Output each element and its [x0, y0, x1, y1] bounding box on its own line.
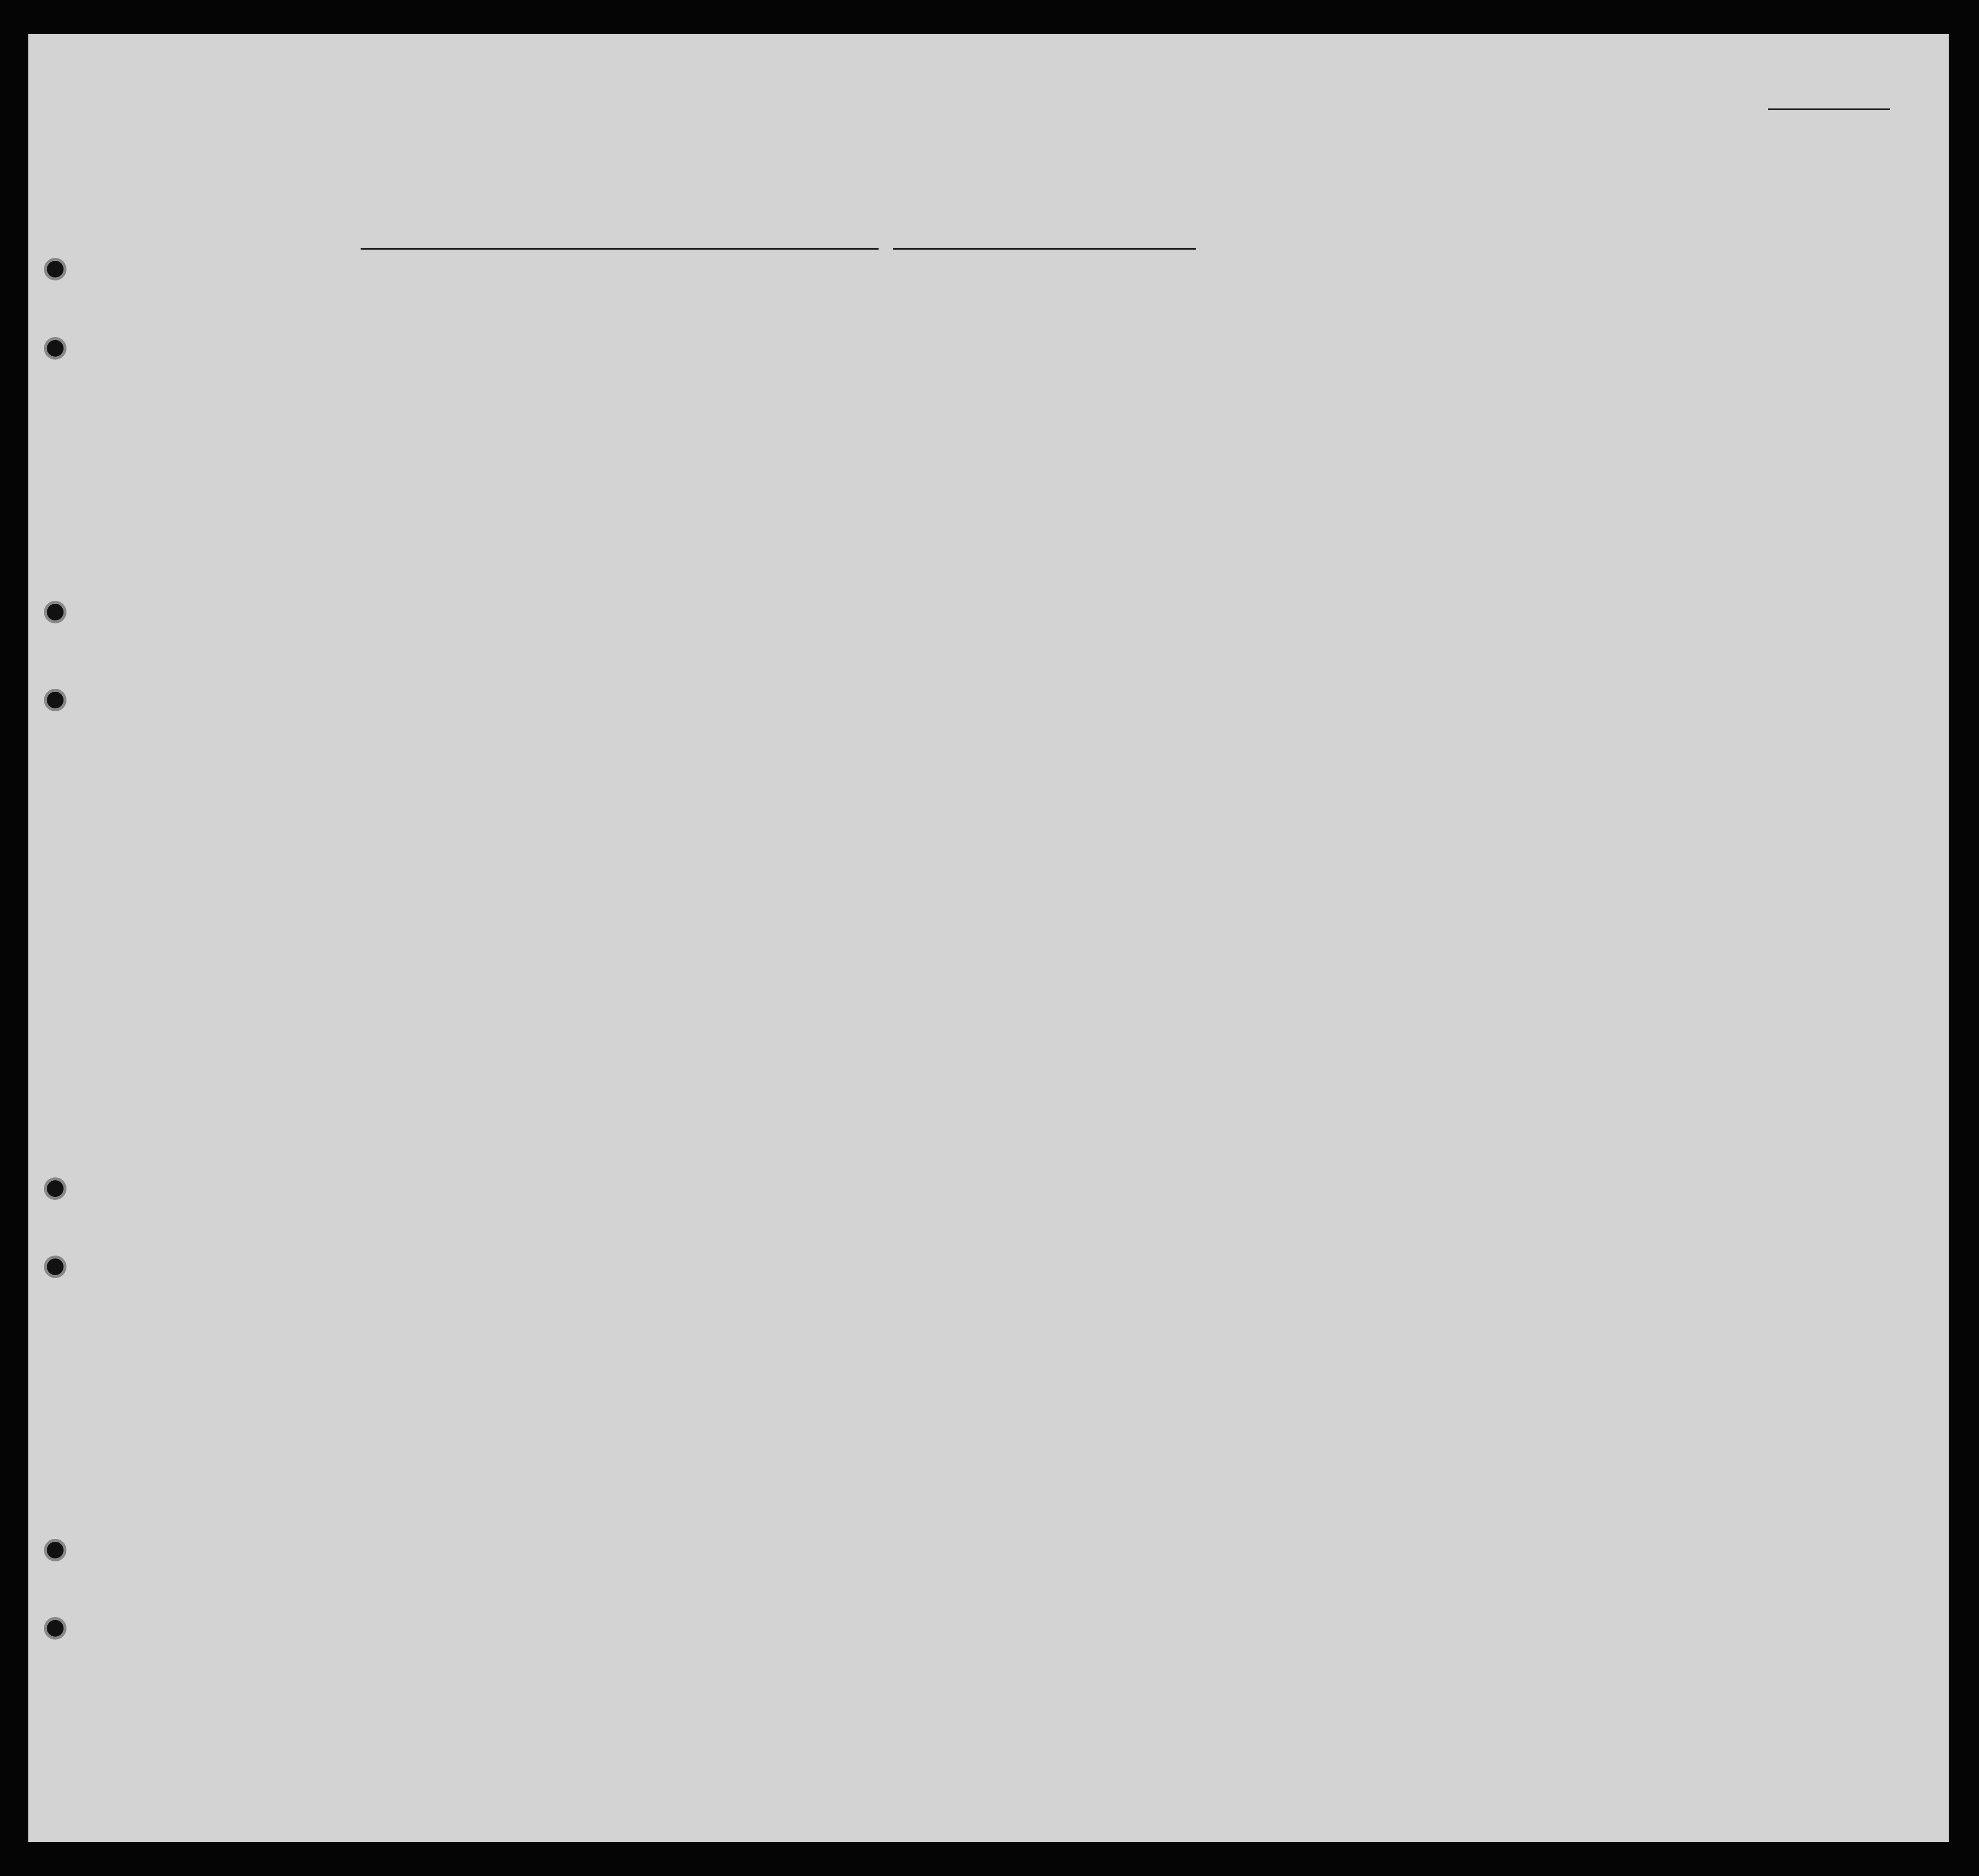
header-purpose-c — [1284, 354, 1304, 452]
binder-hole — [44, 1177, 66, 1200]
header-deported — [1492, 327, 1514, 454]
header-feet — [1650, 425, 1664, 454]
binder-hole — [44, 1617, 66, 1640]
binder-hole — [44, 1539, 66, 1561]
binder-hole — [44, 1256, 66, 1278]
binder-hole — [44, 337, 66, 360]
header-prison — [1313, 327, 1338, 454]
header-purpose-b — [1228, 354, 1248, 452]
header-overthrow — [1397, 327, 1431, 454]
header-possession-50 — [704, 320, 733, 454]
header-polygamist — [1343, 327, 1362, 454]
manifest-sheet — [28, 34, 1949, 1842]
table-grid — [28, 34, 1949, 1842]
header-inches — [1674, 420, 1689, 454]
binder-hole — [44, 601, 66, 623]
binder-hole — [44, 689, 66, 711]
header-anarchist — [1375, 327, 1394, 454]
header-ticket — [576, 320, 605, 454]
header-contract — [1436, 327, 1470, 454]
binder-hole — [44, 258, 66, 280]
header-purpose-a — [1157, 354, 1177, 452]
